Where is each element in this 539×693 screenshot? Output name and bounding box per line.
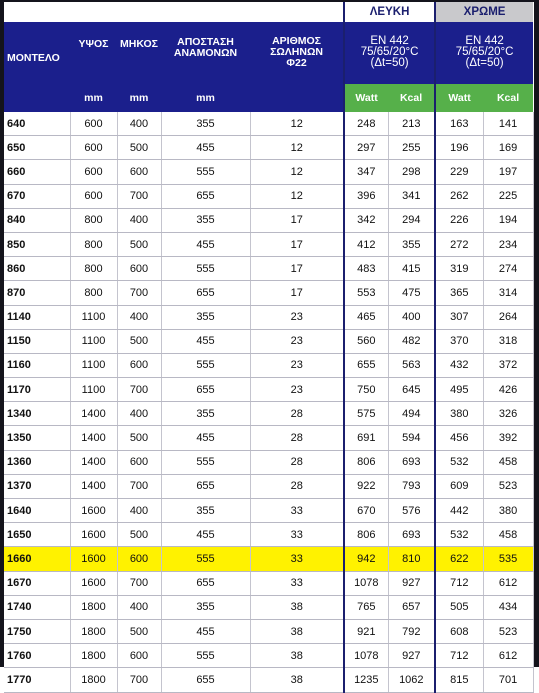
cell-chrome-kcal: 612 [483, 571, 533, 595]
unit-height: mm [70, 84, 117, 112]
cell-height: 800 [70, 208, 117, 232]
unit-white-watt: Watt [344, 84, 388, 112]
cell-chrome-kcal: 458 [483, 450, 533, 474]
col-tubes-line2: ΣΩΛΗΝΩΝ [270, 45, 323, 58]
cell-tubes: 38 [250, 619, 344, 643]
cell-chrome-watt: 229 [435, 160, 483, 184]
group-header-row [4, 2, 533, 22]
cell-length: 700 [117, 281, 161, 305]
cell-chrome-kcal: 434 [483, 595, 533, 619]
cell-chrome-kcal: 264 [483, 305, 533, 329]
cell-chrome-watt: 712 [435, 644, 483, 668]
cell-distance: 655 [161, 184, 250, 208]
cell-white-kcal: 475 [388, 281, 435, 305]
cell-height: 1800 [70, 619, 117, 643]
table-row [4, 353, 533, 377]
cell-tubes: 33 [250, 499, 344, 523]
cell-white-kcal: 693 [388, 450, 435, 474]
cell-model: 1760 [4, 644, 70, 668]
cell-chrome-watt: 432 [435, 353, 483, 377]
cell-chrome-watt: 712 [435, 571, 483, 595]
group-chrome: ΧΡΩΜΕ [435, 2, 533, 22]
cell-chrome-watt: 370 [435, 329, 483, 353]
cell-chrome-watt: 272 [435, 232, 483, 256]
cell-white-kcal: 793 [388, 474, 435, 498]
header-spacer [4, 2, 344, 22]
cell-chrome-watt: 622 [435, 547, 483, 571]
cell-length: 600 [117, 160, 161, 184]
cell-chrome-watt: 442 [435, 499, 483, 523]
cell-white-kcal: 255 [388, 136, 435, 160]
cell-model: 1740 [4, 595, 70, 619]
cell-length: 600 [117, 450, 161, 474]
cell-white-kcal: 341 [388, 184, 435, 208]
cell-tubes: 17 [250, 208, 344, 232]
cell-tubes: 12 [250, 136, 344, 160]
chrome-std-line1: EN 442 [465, 35, 504, 47]
cell-white-watt: 691 [344, 426, 388, 450]
white-std-line2: 75/65/20°C [360, 46, 419, 58]
table-row [4, 499, 533, 523]
unit-row [4, 84, 533, 112]
cell-chrome-kcal: 458 [483, 523, 533, 547]
cell-chrome-kcal: 314 [483, 281, 533, 305]
cell-white-watt: 412 [344, 232, 388, 256]
table-row [4, 112, 533, 136]
cell-chrome-watt: 532 [435, 450, 483, 474]
cell-chrome-watt: 380 [435, 402, 483, 426]
cell-white-kcal: 294 [388, 208, 435, 232]
cell-model: 1150 [4, 329, 70, 353]
cell-height: 600 [70, 112, 117, 136]
cell-white-watt: 921 [344, 619, 388, 643]
cell-model: 1660 [4, 547, 70, 571]
cell-chrome-watt: 226 [435, 208, 483, 232]
table-row [4, 281, 533, 305]
cell-tubes: 12 [250, 112, 344, 136]
unit-tubes [250, 84, 344, 112]
cell-chrome-kcal: 701 [483, 668, 533, 692]
cell-chrome-kcal: 225 [483, 184, 533, 208]
cell-model: 1750 [4, 619, 70, 643]
table-row [4, 329, 533, 353]
cell-length: 400 [117, 595, 161, 619]
col-height: ΥΨΟΣ [70, 22, 117, 84]
cell-chrome-kcal: 197 [483, 160, 533, 184]
cell-tubes: 38 [250, 595, 344, 619]
cell-height: 800 [70, 232, 117, 256]
cell-tubes: 12 [250, 160, 344, 184]
cell-chrome-kcal: 380 [483, 499, 533, 523]
cell-length: 500 [117, 426, 161, 450]
cell-distance: 455 [161, 426, 250, 450]
cell-distance: 455 [161, 136, 250, 160]
cell-distance: 555 [161, 160, 250, 184]
cell-height: 1100 [70, 329, 117, 353]
cell-white-kcal: 1062 [388, 668, 435, 692]
cell-tubes: 33 [250, 523, 344, 547]
cell-length: 400 [117, 402, 161, 426]
col-tubes [250, 22, 344, 84]
unit-distance: mm [161, 84, 250, 112]
cell-chrome-kcal: 274 [483, 257, 533, 281]
cell-model: 850 [4, 232, 70, 256]
cell-height: 800 [70, 281, 117, 305]
table-row [4, 136, 533, 160]
cell-height: 600 [70, 184, 117, 208]
col-white-standard [344, 22, 435, 84]
table-row [4, 378, 533, 402]
cell-length: 700 [117, 474, 161, 498]
cell-white-watt: 560 [344, 329, 388, 353]
cell-chrome-kcal: 169 [483, 136, 533, 160]
cell-distance: 555 [161, 450, 250, 474]
cell-tubes: 28 [250, 450, 344, 474]
cell-chrome-kcal: 318 [483, 329, 533, 353]
cell-white-kcal: 400 [388, 305, 435, 329]
cell-length: 600 [117, 257, 161, 281]
cell-length: 400 [117, 208, 161, 232]
cell-white-kcal: 563 [388, 353, 435, 377]
cell-white-kcal: 494 [388, 402, 435, 426]
cell-chrome-kcal: 194 [483, 208, 533, 232]
table-row [4, 523, 533, 547]
cell-white-kcal: 927 [388, 644, 435, 668]
unit-chrome-watt: Watt [435, 84, 483, 112]
cell-distance: 355 [161, 595, 250, 619]
cell-length: 600 [117, 353, 161, 377]
cell-white-kcal: 792 [388, 619, 435, 643]
cell-chrome-watt: 365 [435, 281, 483, 305]
cell-white-kcal: 298 [388, 160, 435, 184]
cell-tubes: 17 [250, 232, 344, 256]
white-std-line3: (Δt=50) [370, 57, 409, 69]
white-std-line1: EN 442 [370, 35, 409, 47]
cell-height: 1600 [70, 547, 117, 571]
cell-tubes: 17 [250, 257, 344, 281]
cell-chrome-kcal: 326 [483, 402, 533, 426]
cell-white-watt: 670 [344, 499, 388, 523]
cell-length: 700 [117, 184, 161, 208]
cell-white-watt: 553 [344, 281, 388, 305]
cell-height: 1100 [70, 353, 117, 377]
cell-white-watt: 347 [344, 160, 388, 184]
cell-distance: 555 [161, 257, 250, 281]
cell-white-kcal: 810 [388, 547, 435, 571]
table-row [4, 595, 533, 619]
cell-white-kcal: 645 [388, 378, 435, 402]
cell-chrome-kcal: 523 [483, 474, 533, 498]
table-row [4, 402, 533, 426]
cell-distance: 455 [161, 232, 250, 256]
table-row [4, 619, 533, 643]
col-distance-line1: ΑΠΟΣΤΑΣΗ [177, 36, 234, 48]
cell-height: 1800 [70, 668, 117, 692]
cell-model: 1140 [4, 305, 70, 329]
cell-distance: 555 [161, 353, 250, 377]
cell-height: 1600 [70, 499, 117, 523]
cell-white-watt: 575 [344, 402, 388, 426]
cell-white-watt: 297 [344, 136, 388, 160]
cell-length: 600 [117, 547, 161, 571]
cell-white-watt: 922 [344, 474, 388, 498]
cell-model: 1650 [4, 523, 70, 547]
cell-chrome-kcal: 426 [483, 378, 533, 402]
cell-distance: 555 [161, 644, 250, 668]
table-row [4, 232, 533, 256]
cell-length: 400 [117, 499, 161, 523]
radiator-spec-table [4, 2, 534, 693]
table-row [4, 547, 533, 571]
cell-chrome-watt: 532 [435, 523, 483, 547]
table-body [4, 112, 533, 692]
cell-white-watt: 765 [344, 595, 388, 619]
cell-white-watt: 1235 [344, 668, 388, 692]
cell-height: 1100 [70, 305, 117, 329]
cell-chrome-kcal: 234 [483, 232, 533, 256]
cell-model: 1360 [4, 450, 70, 474]
cell-chrome-watt: 495 [435, 378, 483, 402]
cell-distance: 655 [161, 474, 250, 498]
cell-chrome-kcal: 392 [483, 426, 533, 450]
cell-length: 700 [117, 571, 161, 595]
cell-tubes: 33 [250, 571, 344, 595]
cell-white-watt: 1078 [344, 571, 388, 595]
cell-height: 1400 [70, 402, 117, 426]
cell-model: 1640 [4, 499, 70, 523]
col-distance [161, 22, 250, 84]
cell-distance: 355 [161, 402, 250, 426]
group-white: ΛΕΥΚΗ [344, 2, 435, 22]
cell-chrome-watt: 456 [435, 426, 483, 450]
cell-model: 1370 [4, 474, 70, 498]
cell-height: 1400 [70, 450, 117, 474]
cell-height: 1400 [70, 426, 117, 450]
col-tubes-line3: Φ22 [286, 56, 307, 69]
col-length: ΜΗΚΟΣ [117, 22, 161, 84]
cell-height: 600 [70, 160, 117, 184]
cell-white-kcal: 482 [388, 329, 435, 353]
cell-model: 1170 [4, 378, 70, 402]
cell-model: 1340 [4, 402, 70, 426]
cell-height: 1600 [70, 571, 117, 595]
cell-height: 800 [70, 257, 117, 281]
cell-model: 640 [4, 112, 70, 136]
cell-length: 700 [117, 378, 161, 402]
cell-distance: 655 [161, 571, 250, 595]
cell-model: 1160 [4, 353, 70, 377]
column-header-row [4, 22, 533, 84]
cell-height: 1600 [70, 523, 117, 547]
cell-distance: 655 [161, 378, 250, 402]
cell-chrome-watt: 608 [435, 619, 483, 643]
cell-distance: 655 [161, 281, 250, 305]
chrome-std-line2: 75/65/20°C [455, 46, 514, 58]
cell-chrome-watt: 307 [435, 305, 483, 329]
cell-length: 500 [117, 329, 161, 353]
cell-white-watt: 396 [344, 184, 388, 208]
cell-tubes: 28 [250, 474, 344, 498]
chrome-std-line3: (Δt=50) [465, 57, 504, 69]
cell-distance: 655 [161, 668, 250, 692]
cell-distance: 455 [161, 329, 250, 353]
cell-height: 1400 [70, 474, 117, 498]
cell-length: 600 [117, 644, 161, 668]
cell-tubes: 23 [250, 329, 344, 353]
col-model: ΜΟΝΤΕΛΟ [4, 22, 70, 112]
cell-model: 840 [4, 208, 70, 232]
table-row [4, 305, 533, 329]
unit-white-kcal: Kcal [388, 84, 435, 112]
table-row [4, 426, 533, 450]
cell-distance: 355 [161, 112, 250, 136]
cell-distance: 555 [161, 547, 250, 571]
table-row [4, 571, 533, 595]
cell-distance: 455 [161, 619, 250, 643]
cell-height: 1100 [70, 378, 117, 402]
cell-white-kcal: 657 [388, 595, 435, 619]
cell-model: 670 [4, 184, 70, 208]
cell-length: 400 [117, 112, 161, 136]
table-row [4, 184, 533, 208]
cell-chrome-watt: 196 [435, 136, 483, 160]
cell-model: 660 [4, 160, 70, 184]
cell-white-watt: 655 [344, 353, 388, 377]
table-row [4, 160, 533, 184]
cell-distance: 455 [161, 523, 250, 547]
cell-model: 870 [4, 281, 70, 305]
cell-white-watt: 248 [344, 112, 388, 136]
cell-model: 650 [4, 136, 70, 160]
cell-white-kcal: 693 [388, 523, 435, 547]
cell-height: 600 [70, 136, 117, 160]
cell-chrome-watt: 609 [435, 474, 483, 498]
cell-tubes: 33 [250, 547, 344, 571]
cell-tubes: 23 [250, 305, 344, 329]
cell-white-watt: 750 [344, 378, 388, 402]
cell-white-watt: 483 [344, 257, 388, 281]
cell-white-watt: 465 [344, 305, 388, 329]
table-row [4, 257, 533, 281]
col-tubes-line1: ΑΡΙΘΜΟΣ [272, 34, 321, 47]
cell-white-watt: 342 [344, 208, 388, 232]
cell-height: 1800 [70, 595, 117, 619]
cell-length: 500 [117, 232, 161, 256]
table-row [4, 208, 533, 232]
cell-distance: 355 [161, 305, 250, 329]
cell-length: 400 [117, 305, 161, 329]
cell-white-watt: 806 [344, 523, 388, 547]
cell-tubes: 23 [250, 378, 344, 402]
cell-chrome-watt: 262 [435, 184, 483, 208]
cell-length: 700 [117, 668, 161, 692]
cell-tubes: 28 [250, 426, 344, 450]
cell-white-watt: 1078 [344, 644, 388, 668]
cell-tubes: 28 [250, 402, 344, 426]
cell-chrome-kcal: 141 [483, 112, 533, 136]
cell-chrome-watt: 163 [435, 112, 483, 136]
cell-length: 500 [117, 136, 161, 160]
cell-tubes: 23 [250, 353, 344, 377]
cell-chrome-watt: 505 [435, 595, 483, 619]
cell-chrome-kcal: 523 [483, 619, 533, 643]
cell-white-watt: 806 [344, 450, 388, 474]
cell-white-kcal: 594 [388, 426, 435, 450]
cell-white-kcal: 415 [388, 257, 435, 281]
col-chrome-standard [435, 22, 533, 84]
cell-chrome-kcal: 535 [483, 547, 533, 571]
cell-distance: 355 [161, 499, 250, 523]
table-row [4, 450, 533, 474]
cell-chrome-watt: 815 [435, 668, 483, 692]
cell-tubes: 12 [250, 184, 344, 208]
cell-white-watt: 942 [344, 547, 388, 571]
cell-distance: 355 [161, 208, 250, 232]
cell-length: 500 [117, 523, 161, 547]
cell-chrome-kcal: 612 [483, 644, 533, 668]
cell-model: 1350 [4, 426, 70, 450]
cell-chrome-watt: 319 [435, 257, 483, 281]
cell-white-kcal: 213 [388, 112, 435, 136]
cell-chrome-kcal: 372 [483, 353, 533, 377]
table-row [4, 474, 533, 498]
cell-model: 1670 [4, 571, 70, 595]
cell-white-kcal: 576 [388, 499, 435, 523]
cell-white-kcal: 355 [388, 232, 435, 256]
cell-tubes: 17 [250, 281, 344, 305]
cell-model: 1770 [4, 668, 70, 692]
cell-model: 860 [4, 257, 70, 281]
col-distance-line2: ΑΝΑΜΟΝΩΝ [173, 47, 238, 59]
cell-length: 500 [117, 619, 161, 643]
table-row [4, 644, 533, 668]
cell-white-kcal: 927 [388, 571, 435, 595]
unit-chrome-kcal: Kcal [483, 84, 533, 112]
cell-tubes: 38 [250, 668, 344, 692]
cell-height: 1800 [70, 644, 117, 668]
unit-length: mm [117, 84, 161, 112]
table-row [4, 668, 533, 692]
cell-tubes: 38 [250, 644, 344, 668]
